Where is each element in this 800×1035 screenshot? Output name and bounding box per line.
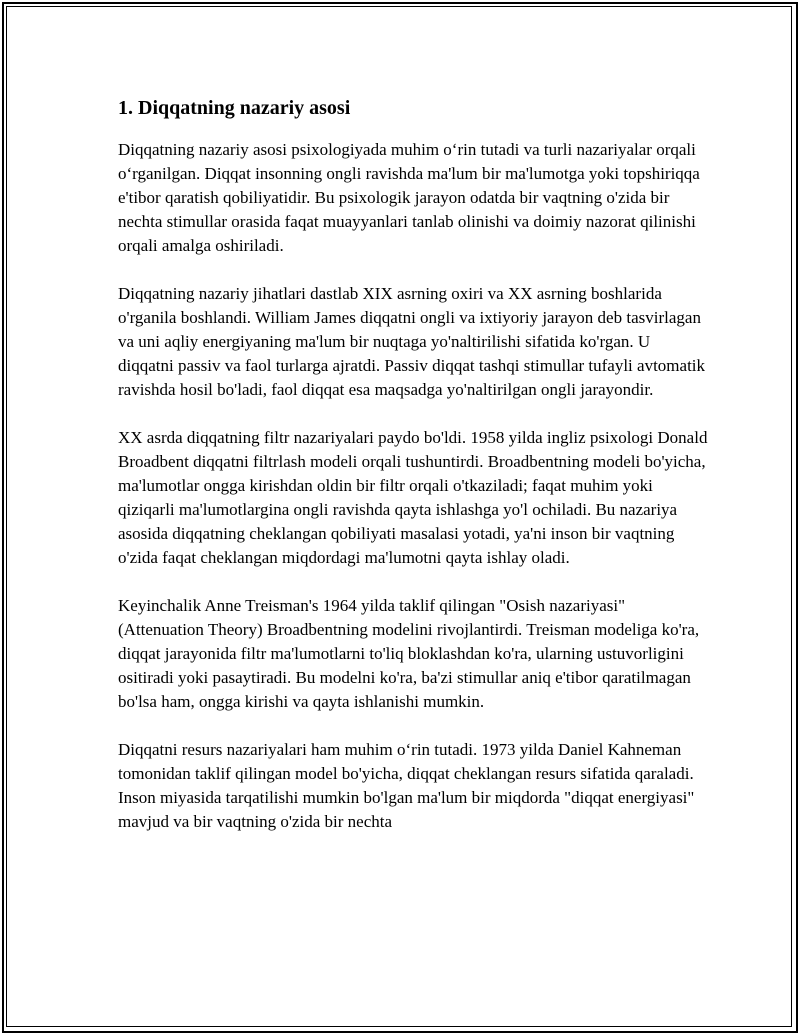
section-heading: 1. Diqqatning nazariy asosi: [118, 97, 351, 119]
paragraph-1: Diqqatning nazariy asosi psixologiyada muhim o‘rin tutadi va turli nazariyalar orqali o‘rganilgan. Diqqat insonning ongli ravishda ma'lum bir ma'lumotga yoki topshiriqqa e'tibor qaratish qobiliyatidir. Bu psixologik jarayon odatda bir vaqtning o'zida bir nechta stimullar orasida faqat muayyanlari tanlab olinishi va doimiy nazorat qilinishi orqali amalga oshiriladi.: [118, 140, 700, 255]
paragraph-4: Keyinchalik Anne Treisman's 1964 yilda taklif qilingan "Osish nazariyasi" (Attenuation Theory) Broadbentning modelini rivojlantirdi. Treisman modeliga ko'ra, diqqat jarayonida filtr ma'lumotlarni to'liq bloklashdan ko'ra, ularning ustuvorligini ositiradi yoki pasaytiradi. Bu modelni ko'ra, ba'zi stimullar aniq e'tibor qaratilmagan bo'lsa ham, ongga kirishi va qayta ishlanishi mumkin.: [118, 596, 700, 711]
paragraph-2: Diqqatning nazariy jihatlari dastlab XIX asrning oxiri va XX asrning boshlarida o'rganila boshlandi. William James diqqatni ongli va ixtiyoriy jarayon deb tasvirlagan va uni aqliy energiyaning ma'lum bir nuqtaga yo'naltirilishi sifatida ko'rgan. U diqqatni passiv va faol turlarga ajratdi. Passiv diqqat tashqi stimullar tufayli avtomatik ravishda hosil bo'ladi, faol diqqat esa maqsadga yo'naltirilgan ongli jarayondir.: [118, 284, 706, 399]
paragraph-3: XX asrda diqqatning filtr nazariyalari paydo bo'ldi. 1958 yilda ingliz psixologi Donald Broadbent diqqatni filtrlash modeli orqali tushuntirdi. Broadbentning modeli bo'yicha, ma'lumotlar ongga kirishdan oldin bir filtr orqali o'tkaziladi; faqat muhim yoki qiziqarli ma'lumotlargina ongli ravishda qayta ishlashga yo'l ochiladi. Bu nazariya asosida diqqatning cheklangan qobiliyati masalasi yotadi, ya'ni inson bir vaqtning o'zida faqat cheklangan miqdordagi ma'lumotni qayta ishlay oladi.: [118, 428, 708, 567]
paragraph-5: Diqqatni resurs nazariyalari ham muhim o‘rin tutadi. 1973 yilda Daniel Kahneman tomonidan taklif qilingan model bo'yicha, diqqat cheklangan resurs sifatida qaraladi. Inson miyasida tarqatilishi mumkin bo'lgan ma'lum bir miqdorda "diqqat energiyasi" mavjud va bir vaqtning o'zida bir nechta: [118, 740, 695, 831]
document-body: [118, 95, 708, 858]
